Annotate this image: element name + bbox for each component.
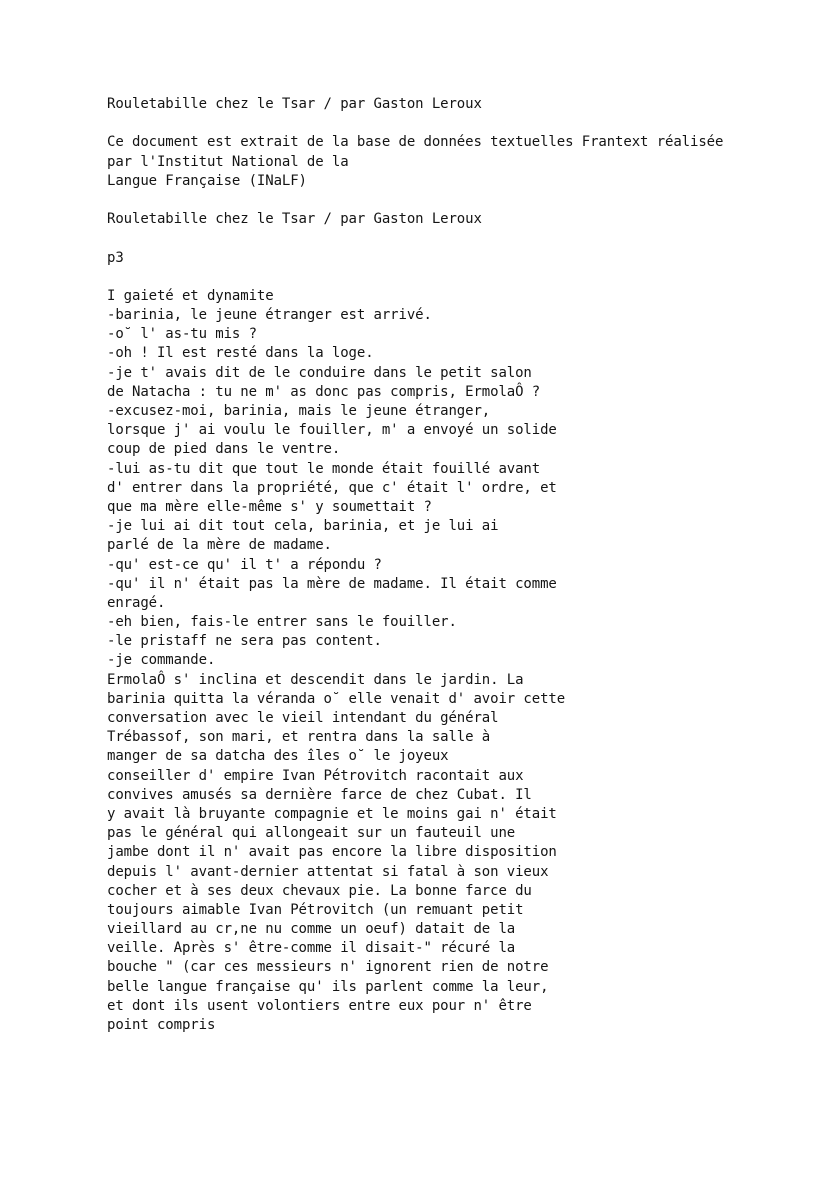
text-line: coup de pied dans le ventre. — [107, 441, 341, 458]
text-line: depuis l' avant-dernier attentat si fatal à son vieux — [107, 863, 549, 880]
text-line: d' entrer dans la propriété, que c' était l' ordre, et — [107, 479, 557, 496]
text-line: par l'Institut National de la — [107, 153, 349, 170]
text-line: -lui as-tu dit que tout le monde était fouillé avant — [107, 460, 541, 477]
text-line: -qu' il n' était pas la mère de madame. Il était comme — [107, 575, 557, 592]
text-line: jambe dont il n' avait pas encore la libre disposition — [107, 844, 557, 861]
text-line — [107, 114, 723, 133]
text-line: veille. Après s' être-comme il disait-" récuré la — [107, 940, 516, 957]
text-line: que ma mère elle-même s' y soumettait ? — [107, 498, 432, 515]
text-line — [107, 229, 723, 248]
text-line — [107, 268, 723, 287]
text-line: Rouletabille chez le Tsar / par Gaston Leroux — [107, 211, 482, 228]
text-line: conseiller d' empire Ivan Pétrovitch racontait aux — [107, 767, 524, 784]
text-line: lorsque j' ai voulu le fouiller, m' a envoyé un solide — [107, 422, 557, 439]
text-line: -le pristaff ne sera pas content. — [107, 633, 382, 650]
text-line: de Natacha : tu ne m' as donc pas compris, ErmolaÔ ? — [107, 383, 541, 400]
document-text — [107, 95, 723, 1035]
text-line: et dont ils usent volontiers entre eux pour n' être — [107, 997, 532, 1014]
text-line: -je lui ai dit tout cela, barinia, et je lui ai — [107, 518, 499, 535]
text-line: pas le général qui allongeait sur un fauteuil une — [107, 825, 516, 842]
text-line: Trébassof, son mari, et rentra dans la salle à — [107, 729, 491, 746]
text-line: -oh ! Il est resté dans la loge. — [107, 345, 374, 362]
text-line: bouche " (car ces messieurs n' ignorent rien de notre — [107, 959, 549, 976]
text-line: cocher et à ses deux chevaux pie. La bonne farce du — [107, 882, 532, 899]
text-line: belle langue française qu' ils parlent comme la leur, — [107, 978, 549, 995]
text-line: -je commande. — [107, 652, 216, 669]
text-line: parlé de la mère de madame. — [107, 537, 332, 554]
text-line: -o˘ l' as-tu mis ? — [107, 326, 257, 343]
text-line: I gaieté et dynamite — [107, 287, 274, 304]
text-line: convives amusés sa dernière farce de chez Cubat. Il — [107, 786, 532, 803]
text-line: enragé. — [107, 594, 166, 611]
text-line: -barinia, le jeune étranger est arrivé. — [107, 307, 432, 324]
text-line: -eh bien, fais-le entrer sans le fouiller. — [107, 614, 457, 631]
text-line: ErmolaÔ s' inclina et descendit dans le jardin. La — [107, 671, 524, 688]
text-line: -qu' est-ce qu' il t' a répondu ? — [107, 556, 382, 573]
text-line: vieillard au cr,ne nu comme un oeuf) datait de la — [107, 921, 516, 938]
text-line: manger de sa datcha des îles o˘ le joyeux — [107, 748, 449, 765]
text-line: y avait là bruyante compagnie et le moins gai n' était — [107, 805, 557, 822]
text-line: toujours aimable Ivan Pétrovitch (un remuant petit — [107, 901, 524, 918]
text-line: point compris — [107, 1017, 216, 1033]
text-line: Langue Française (INaLF) — [107, 172, 307, 189]
text-line: Rouletabille chez le Tsar / par Gaston Leroux — [107, 96, 482, 112]
text-line: conversation avec le vieil intendant du général — [107, 710, 499, 726]
text-line — [107, 191, 723, 210]
text-line: p3 — [107, 249, 124, 266]
text-line: barinia quitta la véranda o˘ elle venait d' avoir cette — [107, 690, 566, 707]
text-line: -je t' avais dit de le conduire dans le petit salon — [107, 364, 532, 381]
text-line: Ce document est extrait de la base de données textuelles Frantext réalisée — [107, 134, 724, 151]
text-line: -excusez-moi, barinia, mais le jeune étranger, — [107, 403, 491, 419]
